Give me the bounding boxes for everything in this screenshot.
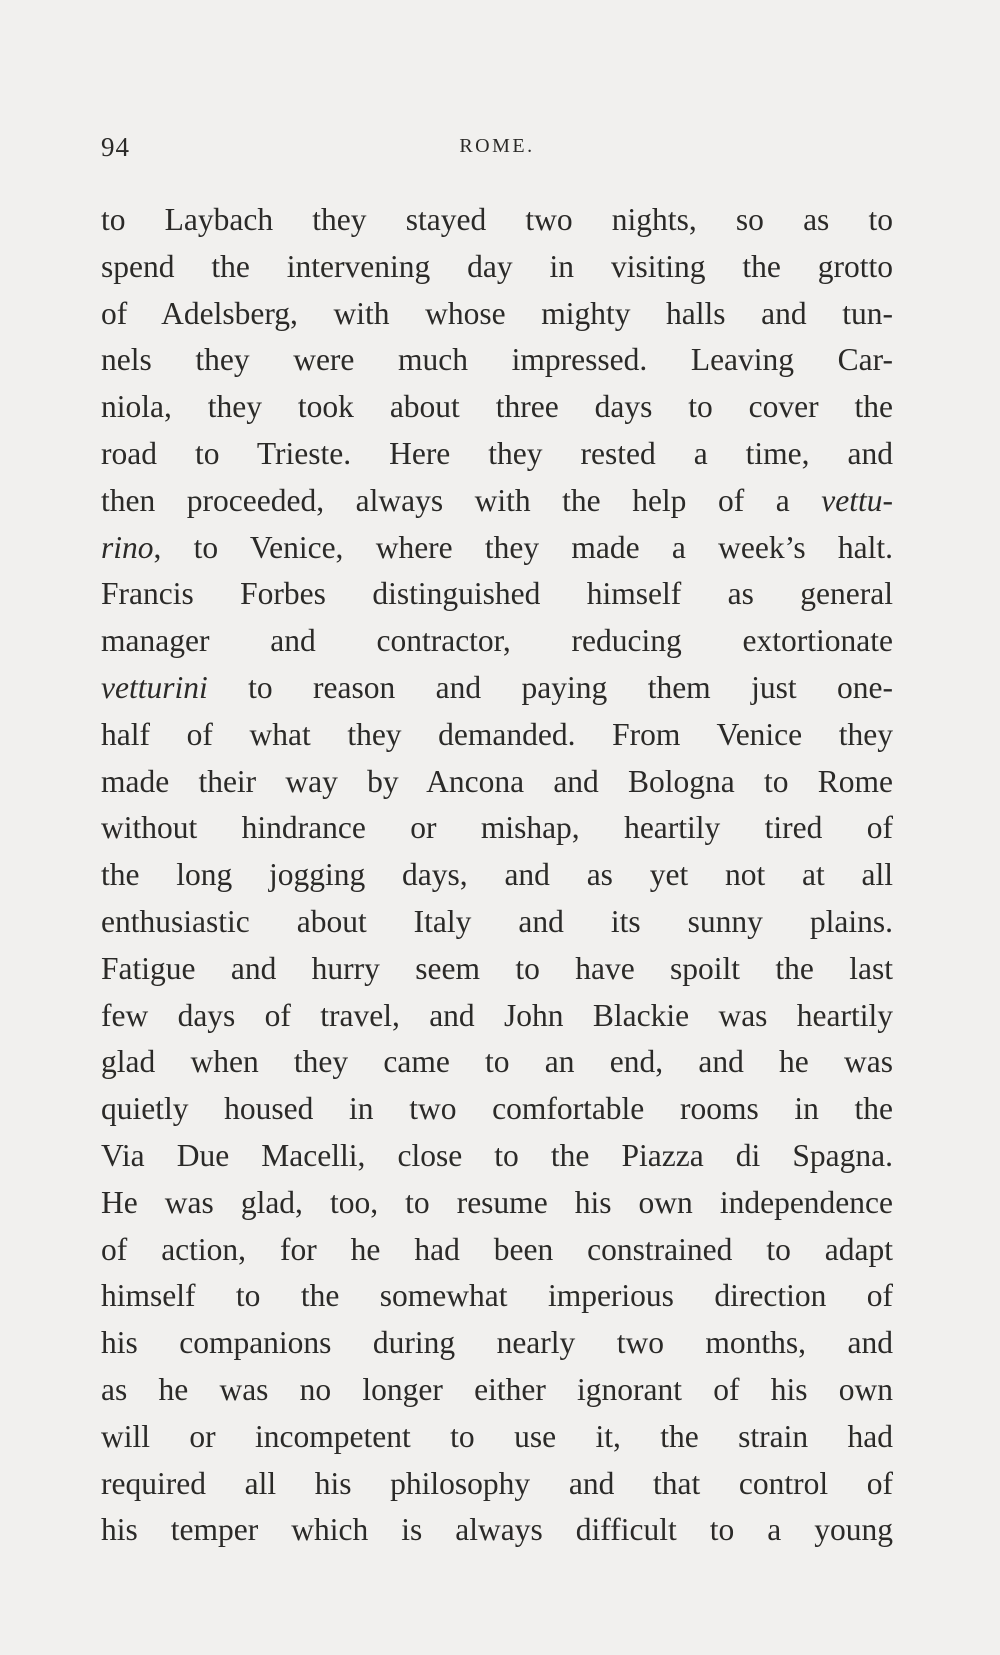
text-line [101,1086,893,1133]
text-line [101,1414,893,1461]
text-segment: manager and contractor, reducing extortionate [101,623,893,659]
text-segment: his companions during nearly two months, and [101,1325,893,1361]
text-line [101,1273,893,1320]
body-text [101,197,893,1554]
text-line [101,571,893,618]
text-segment: to Laybach they stayed two nights, so as to [101,202,893,237]
text-line [101,759,893,806]
text-line [101,993,893,1040]
text-line [101,384,893,431]
text-segment: of action, for he had been constrained to adapt [101,1231,893,1267]
italic-text: vettu- [821,482,893,518]
text-segment: as he was no longer either ignorant of his own [101,1371,893,1407]
text-line [101,946,893,993]
text-line [101,1320,893,1367]
running-title: ROME. [459,135,535,157]
italic-text: vetturini [101,669,208,705]
text-segment: Francis Forbes distinguished himself as general [101,576,893,612]
text-line [101,712,893,759]
text-segment: his temper which is always difficult to a young [101,1512,893,1548]
text-segment: to reason and paying them just one- [207,669,893,705]
text-line [101,1133,893,1180]
text-segment: Fatigue and hurry seem to have spoilt the last [101,950,893,986]
text-line [101,197,893,244]
text-line [101,244,893,291]
text-line [101,525,893,572]
text-line [101,291,893,338]
text-segment: then proceeded, always with the help of a [101,482,822,518]
text-line [101,1461,893,1508]
text-line [101,337,893,384]
text-segment: of Adelsberg, with whose mighty halls and tun- [101,295,893,331]
text-segment: made their way by Ancona and Bologna to Rome [101,763,893,799]
text-segment: himself to the somewhat imperious direction of [101,1278,893,1314]
text-segment: required all his philosophy and that control of [101,1465,893,1501]
text-line [101,852,893,899]
text-segment: few days of travel, and John Blackie was heartily [101,997,893,1033]
text-line [101,1180,893,1227]
text-segment: glad when they came to an end, and he was [101,1044,893,1080]
text-line [101,1367,893,1414]
text-segment: half of what they demanded. From Venice they [101,716,893,752]
text-line [101,618,893,665]
text-segment: will or incompetent to use it, the strain had [101,1418,893,1454]
text-line [101,665,893,712]
text-line [101,431,893,478]
text-segment: Via Due Macelli, close to the Piazza di Spagna. [101,1137,893,1173]
running-head [101,132,893,168]
text-segment: , to Venice, where they made a week’s halt. [153,529,893,565]
text-line [101,899,893,946]
italic-text: rino [101,529,154,565]
text-segment: quietly housed in two comfortable rooms in the [101,1091,893,1127]
text-segment: enthusiastic about Italy and its sunny plains. [101,903,893,939]
text-line [101,1227,893,1274]
text-segment: niola, they took about three days to cover the [101,389,893,425]
text-line [101,805,893,852]
text-segment: nels they were much impressed. Leaving Car- [101,342,893,378]
text-segment: without hindrance or mishap, heartily tired of [101,810,893,846]
text-segment: spend the intervening day in visiting the grotto [101,248,893,284]
text-segment: the long jogging days, and as yet not at all [101,857,893,893]
text-line [101,1507,893,1554]
text-line [101,1039,893,1086]
text-segment: road to Trieste. Here they rested a time, and [101,435,893,471]
text-line [101,478,893,525]
text-segment: He was glad, too, to resume his own independence [101,1184,893,1220]
page-number: 94 [101,132,130,162]
